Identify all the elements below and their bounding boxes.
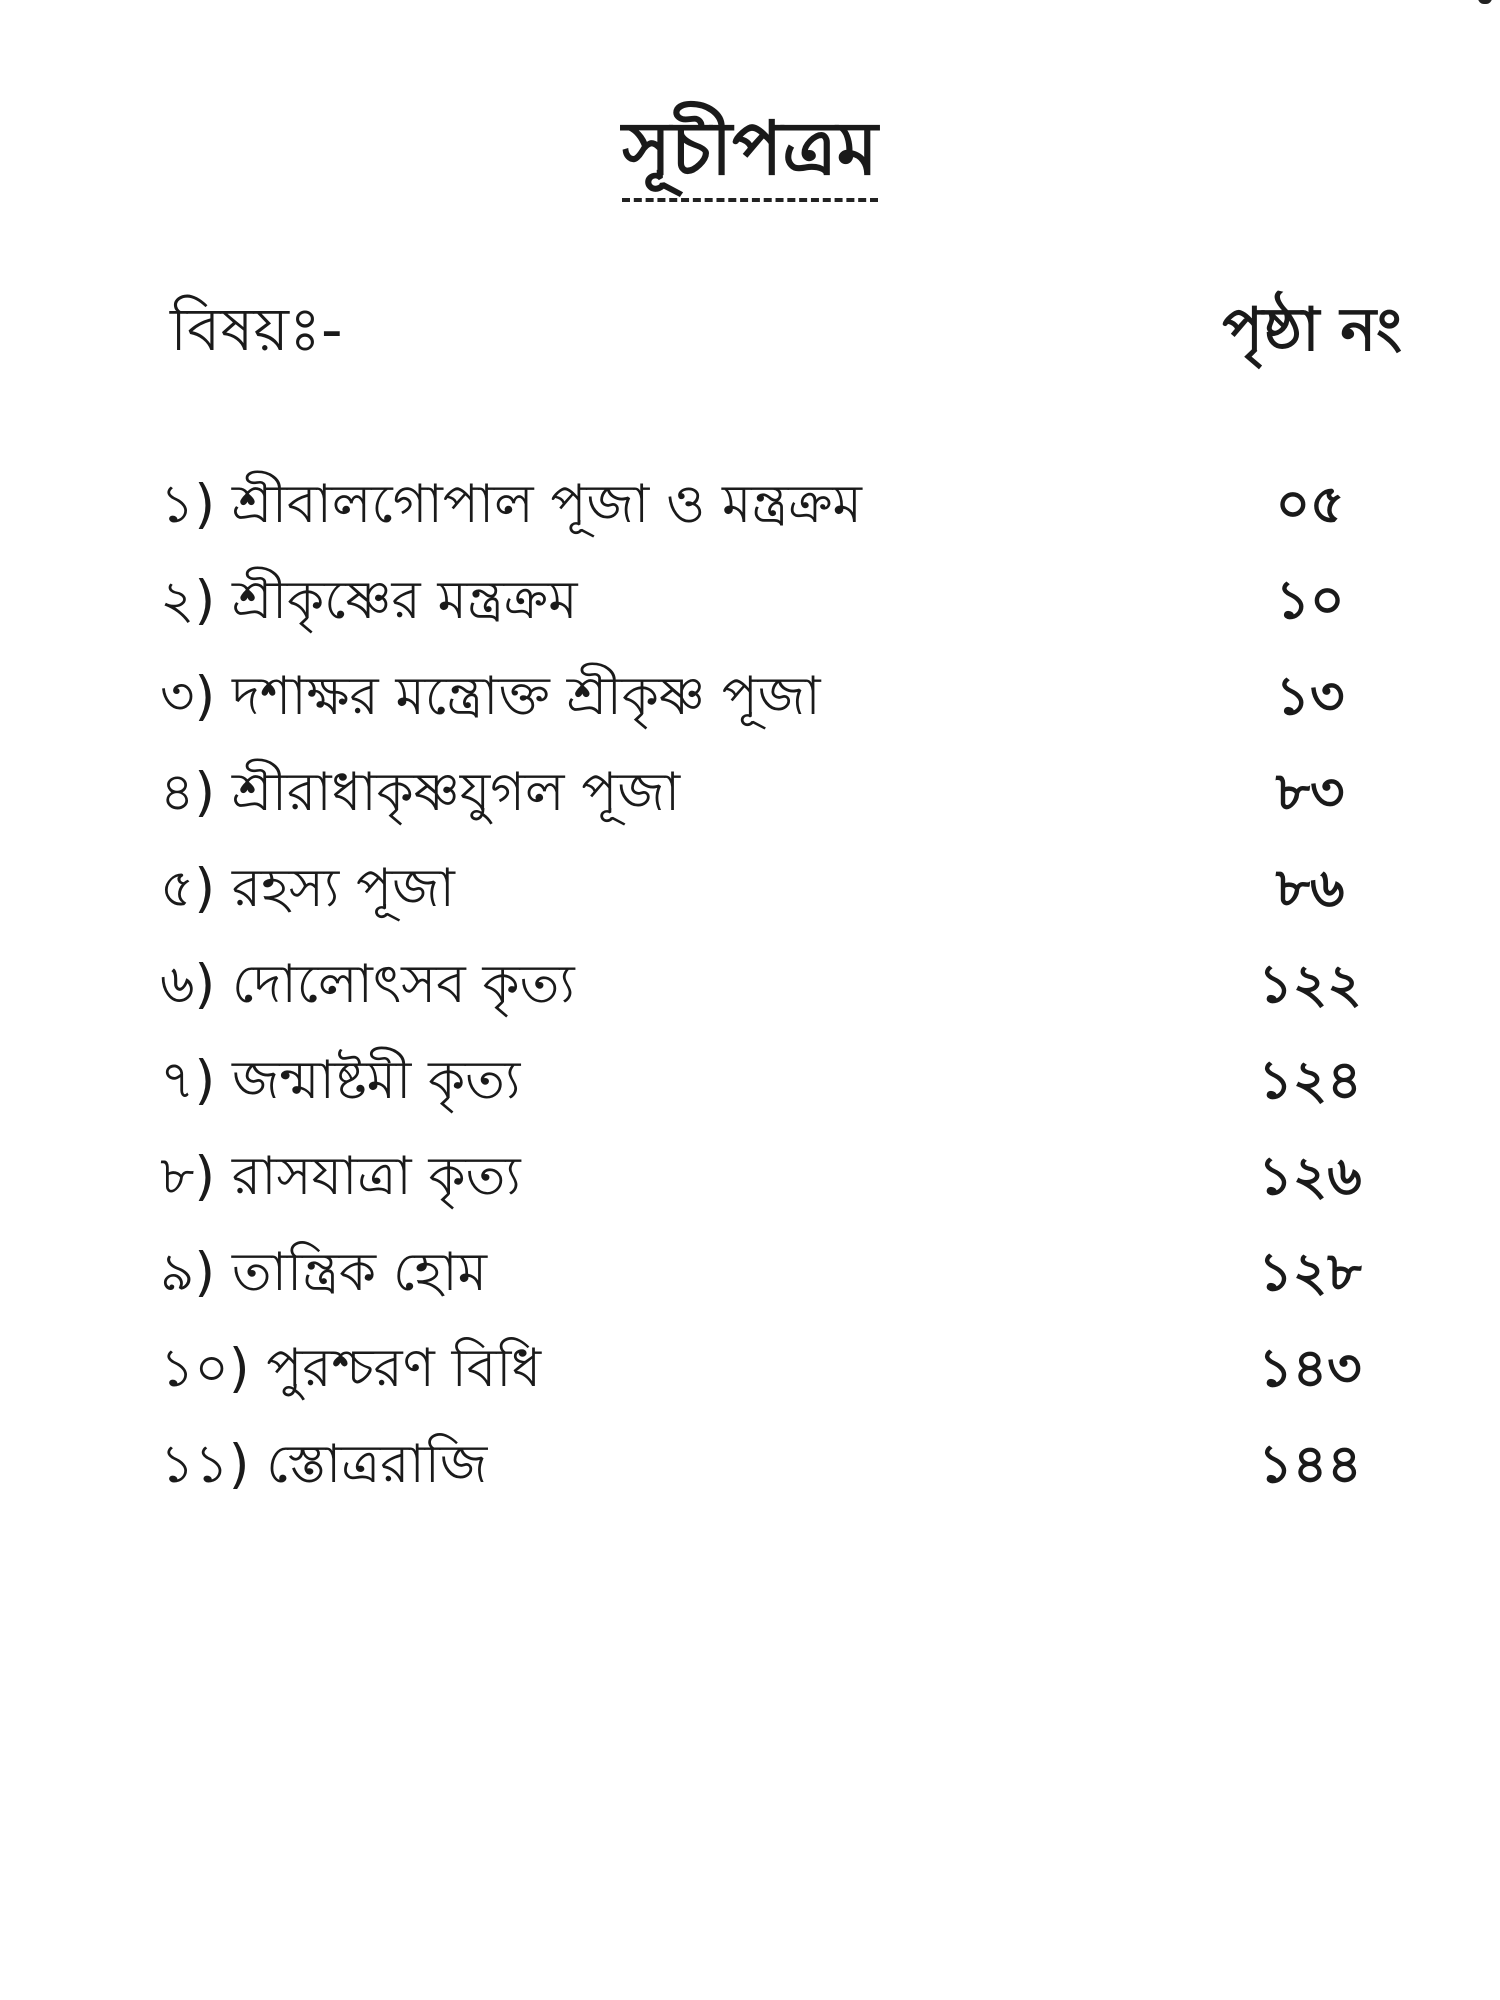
toc-entry-title: ৪) শ্রীরাধাকৃষ্ণযুগল পূজা bbox=[160, 762, 681, 823]
toc-entry-title: ৭) জন্মাষ্টমী কৃত্য bbox=[160, 1050, 521, 1111]
toc-entry-page: ১২২ bbox=[1258, 954, 1362, 1015]
page-number-header: পৃষ্ঠা নং bbox=[1222, 295, 1402, 365]
toc-entry-title: ৮) রাসযাত্রা কৃত্য bbox=[160, 1146, 521, 1207]
toc-entry bbox=[160, 1434, 1362, 1534]
toc-entry-title: ৫) রহস্য পূজা bbox=[160, 858, 455, 919]
toc-entry-page: ৮৩ bbox=[1275, 762, 1345, 823]
toc-entry-page: ১৪৩ bbox=[1258, 1338, 1362, 1399]
toc-entry-page: ৮৬ bbox=[1275, 858, 1345, 919]
toc-entry-title: ১০) পুরশ্চরণ বিধি bbox=[160, 1338, 542, 1399]
toc-entry-title: ৩) দশাক্ষর মন্ত্রোক্ত শ্রীকৃষ্ণ পূজা bbox=[160, 666, 821, 727]
toc-entry bbox=[160, 666, 1360, 766]
toc-entry-page: ১২৬ bbox=[1258, 1146, 1362, 1207]
toc-entry-title: ১১) স্তোত্ররাজি bbox=[160, 1434, 488, 1495]
toc-entry-page: ১৪৪ bbox=[1258, 1434, 1362, 1495]
toc-entry-title: ৬) দোলোৎসব কৃত্য bbox=[160, 954, 575, 1015]
toc-entry bbox=[160, 1050, 1362, 1150]
toc-entry bbox=[160, 954, 1362, 1054]
toc-entry bbox=[160, 1338, 1362, 1438]
toc-entry-page: ০৫ bbox=[1275, 474, 1345, 535]
toc-entry bbox=[160, 858, 1360, 958]
page-title-wrapper bbox=[0, 106, 1500, 202]
toc-entry-page: ১০ bbox=[1275, 570, 1345, 631]
toc-entry bbox=[160, 762, 1360, 862]
toc-entry-title: ১) শ্রীবালগোপাল পূজা ও মন্ত্রক্রম bbox=[160, 474, 862, 535]
subject-header: বিষয়ঃ- bbox=[170, 295, 343, 365]
toc-entry bbox=[160, 1146, 1362, 1246]
toc-entry-page: ১৩ bbox=[1275, 666, 1345, 727]
toc-entry bbox=[160, 1242, 1362, 1342]
toc-entry-title: ২) শ্রীকৃষ্ণের মন্ত্রক্রম bbox=[160, 570, 578, 631]
toc-entry-title: ৯) তান্ত্রিক হোম bbox=[160, 1242, 488, 1303]
page-corner-mark bbox=[1478, 0, 1492, 4]
toc-entry-page: ১২৪ bbox=[1258, 1050, 1362, 1111]
toc-entry-page: ১২৮ bbox=[1258, 1242, 1362, 1303]
table-of-contents bbox=[160, 474, 1362, 1534]
toc-entry bbox=[160, 474, 1360, 574]
page-title: সূচীপত্রম bbox=[622, 112, 878, 202]
toc-entry bbox=[160, 570, 1360, 670]
